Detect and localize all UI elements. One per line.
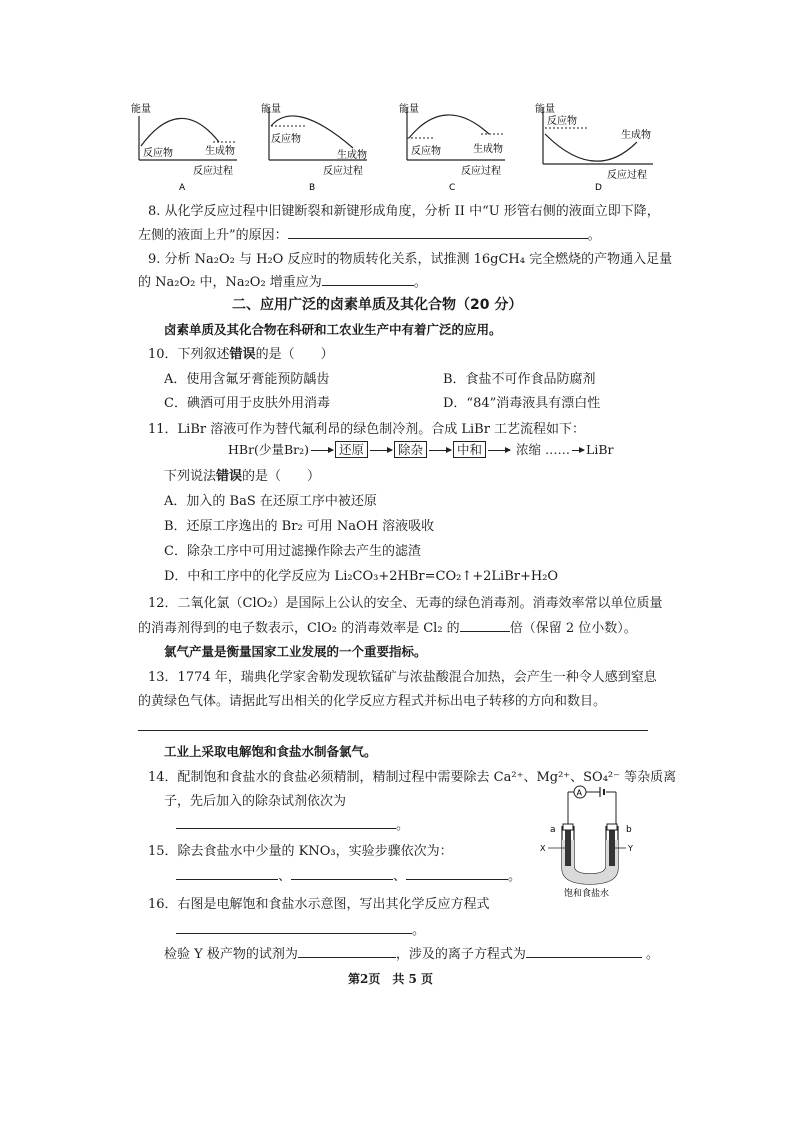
q12-line2-post: 倍（保留 2 位小数）。	[509, 621, 637, 636]
q10-option-a[interactable]: A．使用含氟牙膏能预防龋齿	[164, 372, 330, 387]
q11-stem: 11．LiBr 溶液可作为替代氟利昂的绿色制冷剂。合成 LiBr 工艺流程如下：	[148, 422, 586, 437]
q16-line3-end: 。	[646, 947, 660, 962]
apparatus-caption: 饱和食盐水	[564, 889, 610, 899]
graph-a-curve	[141, 118, 219, 146]
q15-sep-1: 、	[278, 869, 292, 884]
q13-answer-line[interactable]	[138, 730, 648, 731]
flow-arrow-icon	[488, 450, 510, 451]
q13-line2: 的黄绿色气体。请据此写出相关的化学反应方程式并标出电子转移的方向和数目。	[138, 694, 607, 709]
graph-a-y-label: 能量	[131, 104, 151, 115]
q15-end: 。	[508, 869, 522, 884]
q16-line3	[164, 943, 659, 962]
q15-blank-1[interactable]	[176, 866, 278, 880]
graph-d-reactant: 反应物	[547, 116, 577, 127]
graph-c-letter: C	[449, 183, 456, 193]
section2-lead: 卤素单质及其化合物在科研和工农业生产中有着广泛的应用。	[164, 322, 502, 337]
page-footer: 第2页 共 5 页	[348, 972, 434, 986]
graph-c-y-label: 能量	[399, 104, 419, 115]
section2-title: 二、应用广泛的卤素单质及其化合物（20 分）	[232, 297, 523, 313]
q14-answer	[176, 814, 409, 833]
energy-graph-a	[131, 102, 237, 193]
q10-stem-post: 的是（ ）	[255, 347, 334, 362]
flow-tail: 浓缩 ……	[516, 442, 571, 457]
q16-answer	[176, 919, 425, 938]
q16-equation-blank[interactable]	[176, 920, 412, 934]
label-b: b	[626, 825, 632, 835]
label-y: Y	[628, 844, 633, 853]
flow-step-neutralize: 中和	[453, 441, 486, 458]
graph-d-letter: D	[595, 183, 602, 193]
q14-end: 。	[396, 818, 410, 833]
q15-sep-2: 、	[393, 869, 407, 884]
q13-line1: 13．1774 年，瑞典化学家舍勒发现软锰矿与浓盐酸混合加热，会产生一种令人感到窒息	[148, 670, 657, 685]
graph-d-y-label: 能量	[535, 104, 555, 115]
q11-flowchart	[228, 440, 613, 458]
energy-graph-b	[261, 102, 367, 193]
q8-end: 。	[587, 228, 601, 243]
electrode-x	[565, 830, 571, 866]
q8-line2-text: 左侧的液面上升”的原因：	[138, 228, 288, 243]
flow-arrow-icon	[429, 450, 451, 451]
q10-stem-pre: 10．下列叙述	[148, 347, 230, 362]
graph-a-reactant: 反应物	[143, 148, 173, 159]
label-x: X	[540, 844, 546, 853]
electrode-y	[609, 830, 615, 866]
graph-b-letter: B	[309, 183, 316, 193]
q12-line2-pre: 的消毒剂得到的电子数表示，ClO₂ 的消毒效率是 Cl₂ 的	[138, 621, 460, 636]
q16-line3-mid: ，涉及的离子方程式为	[395, 947, 526, 962]
energy-graph-d	[535, 102, 653, 193]
flow-end: LiBr	[586, 442, 614, 457]
q14-line1: 14．配制饱和食盐水的食盐必须精制，精制过程中需要除去 Ca²⁺、Mg²⁺、SO₄²⁻ 等杂质离	[148, 770, 677, 785]
q9-line1: 9. 分析 Na₂O₂ 与 H₂O 反应时的物质转化关系，试推测 16gCH₄ 完全燃烧的产物通入足量	[148, 252, 673, 267]
q10-stem-key: 错误	[229, 347, 256, 362]
q11-q-key: 错误	[216, 469, 243, 484]
q8-line2	[138, 224, 601, 243]
flow-start: HBr(少量Br₂)	[228, 442, 309, 457]
q9-line2-text: 的 Na₂O₂ 中，Na₂O₂ 增重应为	[138, 275, 322, 290]
lead-chlorine: 氯气产量是衡量国家工业发展的一个重要指标。	[164, 644, 427, 659]
q12-line2	[138, 617, 637, 636]
q16-ionic-equation-blank[interactable]	[526, 944, 642, 958]
q9-answer-blank[interactable]	[322, 272, 414, 286]
q15-blank-2[interactable]	[291, 866, 393, 880]
q11-q-pre: 下列说法	[164, 469, 217, 484]
lead-electrolysis: 工业上采取电解饱和食盐水制备氯气。	[164, 744, 377, 759]
flow-step-purify: 除杂	[394, 441, 427, 458]
flow-step-reduce: 还原	[335, 441, 368, 458]
graph-a-x-label: 反应过程	[193, 166, 233, 177]
graph-b-x-label: 反应过程	[323, 166, 363, 177]
graph-b-product: 生成物	[337, 150, 367, 161]
q16-line3-pre: 检验 Y 极产物的试剂为	[164, 947, 298, 962]
q16-end: 。	[412, 923, 426, 938]
q9-end: 。	[413, 275, 427, 290]
q12-answer-blank[interactable]	[460, 618, 510, 632]
ammeter-label: A	[576, 788, 582, 798]
graph-d-product: 生成物	[621, 130, 651, 141]
graph-b-y-label: 能量	[261, 104, 281, 115]
q11-question	[164, 465, 320, 484]
q8-line1: 8. 从化学反应过程中旧键断裂和新键形成角度，分析 II 中“U 形管右侧的液面立即下降，	[148, 204, 660, 219]
q12-line1: 12．二氧化氯（ClO₂）是国际上公认的安全、无毒的绿色消毒剂。消毒效率常以单位质量	[148, 596, 663, 611]
energy-graph-c	[399, 102, 505, 193]
q11-option-d[interactable]: D．中和工序中的化学反应为 Li₂CO₃+2HBr=CO₂↑+2LiBr+H₂O	[164, 569, 559, 584]
label-a: a	[550, 825, 556, 835]
graph-a-letter: A	[179, 183, 186, 193]
q15-answer	[176, 865, 521, 884]
q8-answer-blank[interactable]	[288, 225, 588, 239]
q14-answer-blank[interactable]	[176, 815, 396, 829]
q9-line2	[138, 271, 427, 290]
flow-arrow-icon	[311, 450, 333, 451]
q11-option-b[interactable]: B．还原工序逸出的 Br₂ 可用 NaOH 溶液吸收	[164, 519, 435, 534]
q16-line1: 16．右图是电解饱和食盐水示意图，写出其化学反应方程式	[148, 897, 490, 912]
graph-c-x-label: 反应过程	[461, 166, 501, 177]
graph-d-x-label: 反应过程	[607, 170, 647, 181]
q10-stem	[148, 343, 334, 362]
electrolysis-apparatus	[538, 780, 638, 900]
q15-blank-3[interactable]	[406, 866, 508, 880]
q14-line2: 子，先后加入的除杂试剂依次为	[164, 794, 347, 809]
q11-option-c[interactable]: C．除杂工序中可用过滤操作除去产生的滤渣	[164, 544, 421, 559]
graph-a-product: 生成物	[205, 146, 235, 157]
q10-option-d[interactable]: D．“84”消毒液具有漂白性	[443, 396, 601, 411]
q16-reagent-blank[interactable]	[298, 944, 396, 958]
graph-c-reactant: 反应物	[411, 146, 441, 157]
q10-option-b[interactable]: B．食盐不可作食品防腐剂	[443, 372, 596, 387]
q10-option-c[interactable]: C．碘酒可用于皮肤外用消毒	[164, 396, 330, 411]
flow-arrow-icon	[370, 450, 392, 451]
q11-q-post: 的是（ ）	[242, 469, 321, 484]
q15-line1: 15．除去食盐水中少量的 KNO₃，实验步骤依次为：	[148, 844, 453, 859]
energy-graphs	[125, 98, 670, 196]
graph-c-product: 生成物	[473, 144, 503, 155]
graph-b-reactant: 反应物	[271, 134, 301, 145]
q11-option-a[interactable]: A．加入的 BaS 在还原工序中被还原	[164, 494, 377, 509]
flow-arrow-icon	[572, 450, 584, 451]
